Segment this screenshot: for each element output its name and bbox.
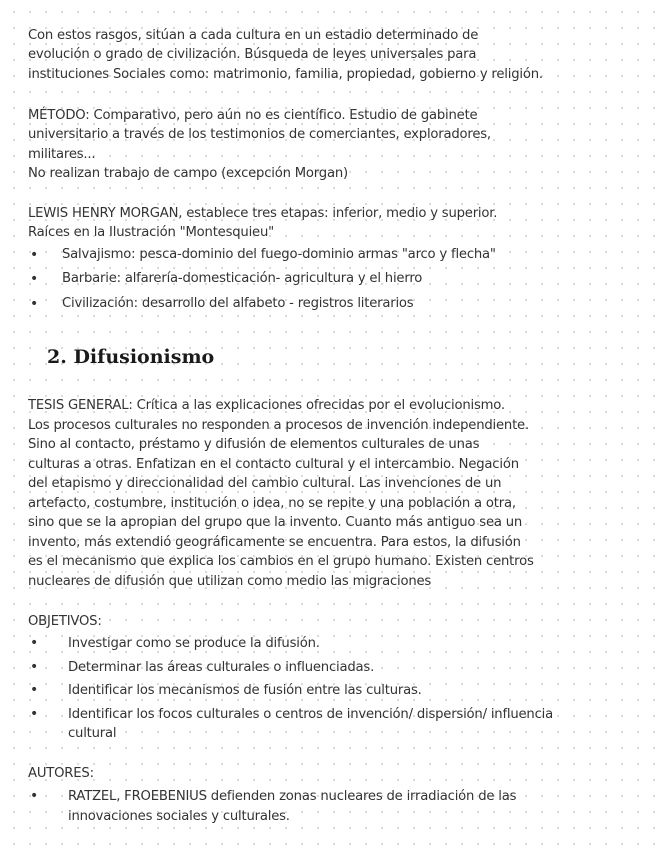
objetivos-section bbox=[28, 612, 588, 743]
autores-list bbox=[28, 787, 588, 826]
list-item: • Salvajismo: pesca-dominio del fuego-dominio armas "arco y flecha" bbox=[28, 243, 628, 268]
tesis-line: Los procesos culturales no responden a procesos de invención independiente. bbox=[28, 417, 529, 433]
metodo-paragraph bbox=[28, 106, 628, 184]
tesis-line: del etapismo y direccionalidad del cambio cultural. Las invenciones de un bbox=[28, 476, 502, 491]
tesis-line: TESIS GENERAL: Crítica a las explicaciones ofrecidas por el evolucionismo. bbox=[28, 398, 505, 413]
metodo-line: militares... bbox=[28, 146, 96, 162]
intro-line: evolución o grado de civilización. Búsqueda de leyes universales para bbox=[28, 47, 477, 63]
autores-title: AUTORES: bbox=[28, 766, 94, 781]
morgan-stages-list bbox=[28, 243, 628, 317]
morgan-line: LEWIS HENRY MORGAN, establece tres etapas: inferior, medio y superior. bbox=[28, 206, 498, 221]
objetivos-title: OBJETIVOS: bbox=[28, 614, 102, 629]
list-item: • Investigar como se produce la difusión. bbox=[28, 634, 588, 653]
tesis-paragraph bbox=[28, 396, 628, 591]
list-item: • Identificar los focos culturales o centros de invención/ dispersión/ influencia cultural bbox=[28, 705, 588, 744]
metodo-line: MÉTODO: Comparativo, pero aún no es científico. Estudio de gabinete bbox=[28, 108, 478, 123]
intro-line: instituciones Sociales como: matrimonio, familia, propiedad, gobierno y religión. bbox=[28, 66, 543, 82]
metodo-line: universitario a través de los testimonios de comerciantes, exploradores, bbox=[28, 127, 491, 143]
list-item: • Barbarie: alfarería-domesticación- agricultura y el hierro bbox=[28, 267, 628, 292]
tesis-line: invento, más extendió geográficamente se encuentra. Para estos, la difusión bbox=[28, 534, 521, 550]
tesis-line: Sino al contacto, préstamo y difusión de elementos culturales de unas bbox=[28, 437, 480, 452]
intro-line: Con estos rasgos, sitúan a cada cultura en un estadio determinado de bbox=[28, 28, 479, 43]
tesis-line: nucleares de difusión que utilizan como medio las migraciones bbox=[28, 573, 432, 589]
tesis-line: culturas a otras. Enfatizan en el contacto cultural y el intercambio. Negación bbox=[28, 456, 519, 472]
list-item: • Identificar los mecanismos de fusión entre las culturas. bbox=[28, 681, 588, 700]
morgan-line: Raíces en la Ilustración "Montesquieu" bbox=[28, 225, 274, 241]
list-item: • RATZEL, FROEBENIUS defienden zonas nucleares de irradiación de las innovaciones sociales y culturales. bbox=[28, 787, 588, 826]
metodo-line: No realizan trabajo de campo (excepción Morgan) bbox=[28, 166, 348, 182]
morgan-section bbox=[28, 204, 628, 316]
list-item: • Determinar las áreas culturales o influenciadas. bbox=[28, 658, 588, 677]
tesis-line: sino que se la apropian del grupo que la invento. Cuanto más antiguo sea un bbox=[28, 515, 523, 530]
section-heading: 2. Difusionismo bbox=[47, 346, 215, 368]
intro-paragraph bbox=[28, 26, 628, 84]
autores-section bbox=[28, 764, 588, 826]
tesis-line: artefacto, costumbre, institución o idea, no se repite y una población a otra, bbox=[28, 495, 516, 511]
list-item: • Civilización: desarrollo del alfabeto - registros literarios bbox=[28, 292, 628, 317]
tesis-line: es el mecanismo que explica los cambios en el grupo humano. Existen centros bbox=[28, 554, 534, 569]
objetivos-list bbox=[28, 634, 588, 743]
